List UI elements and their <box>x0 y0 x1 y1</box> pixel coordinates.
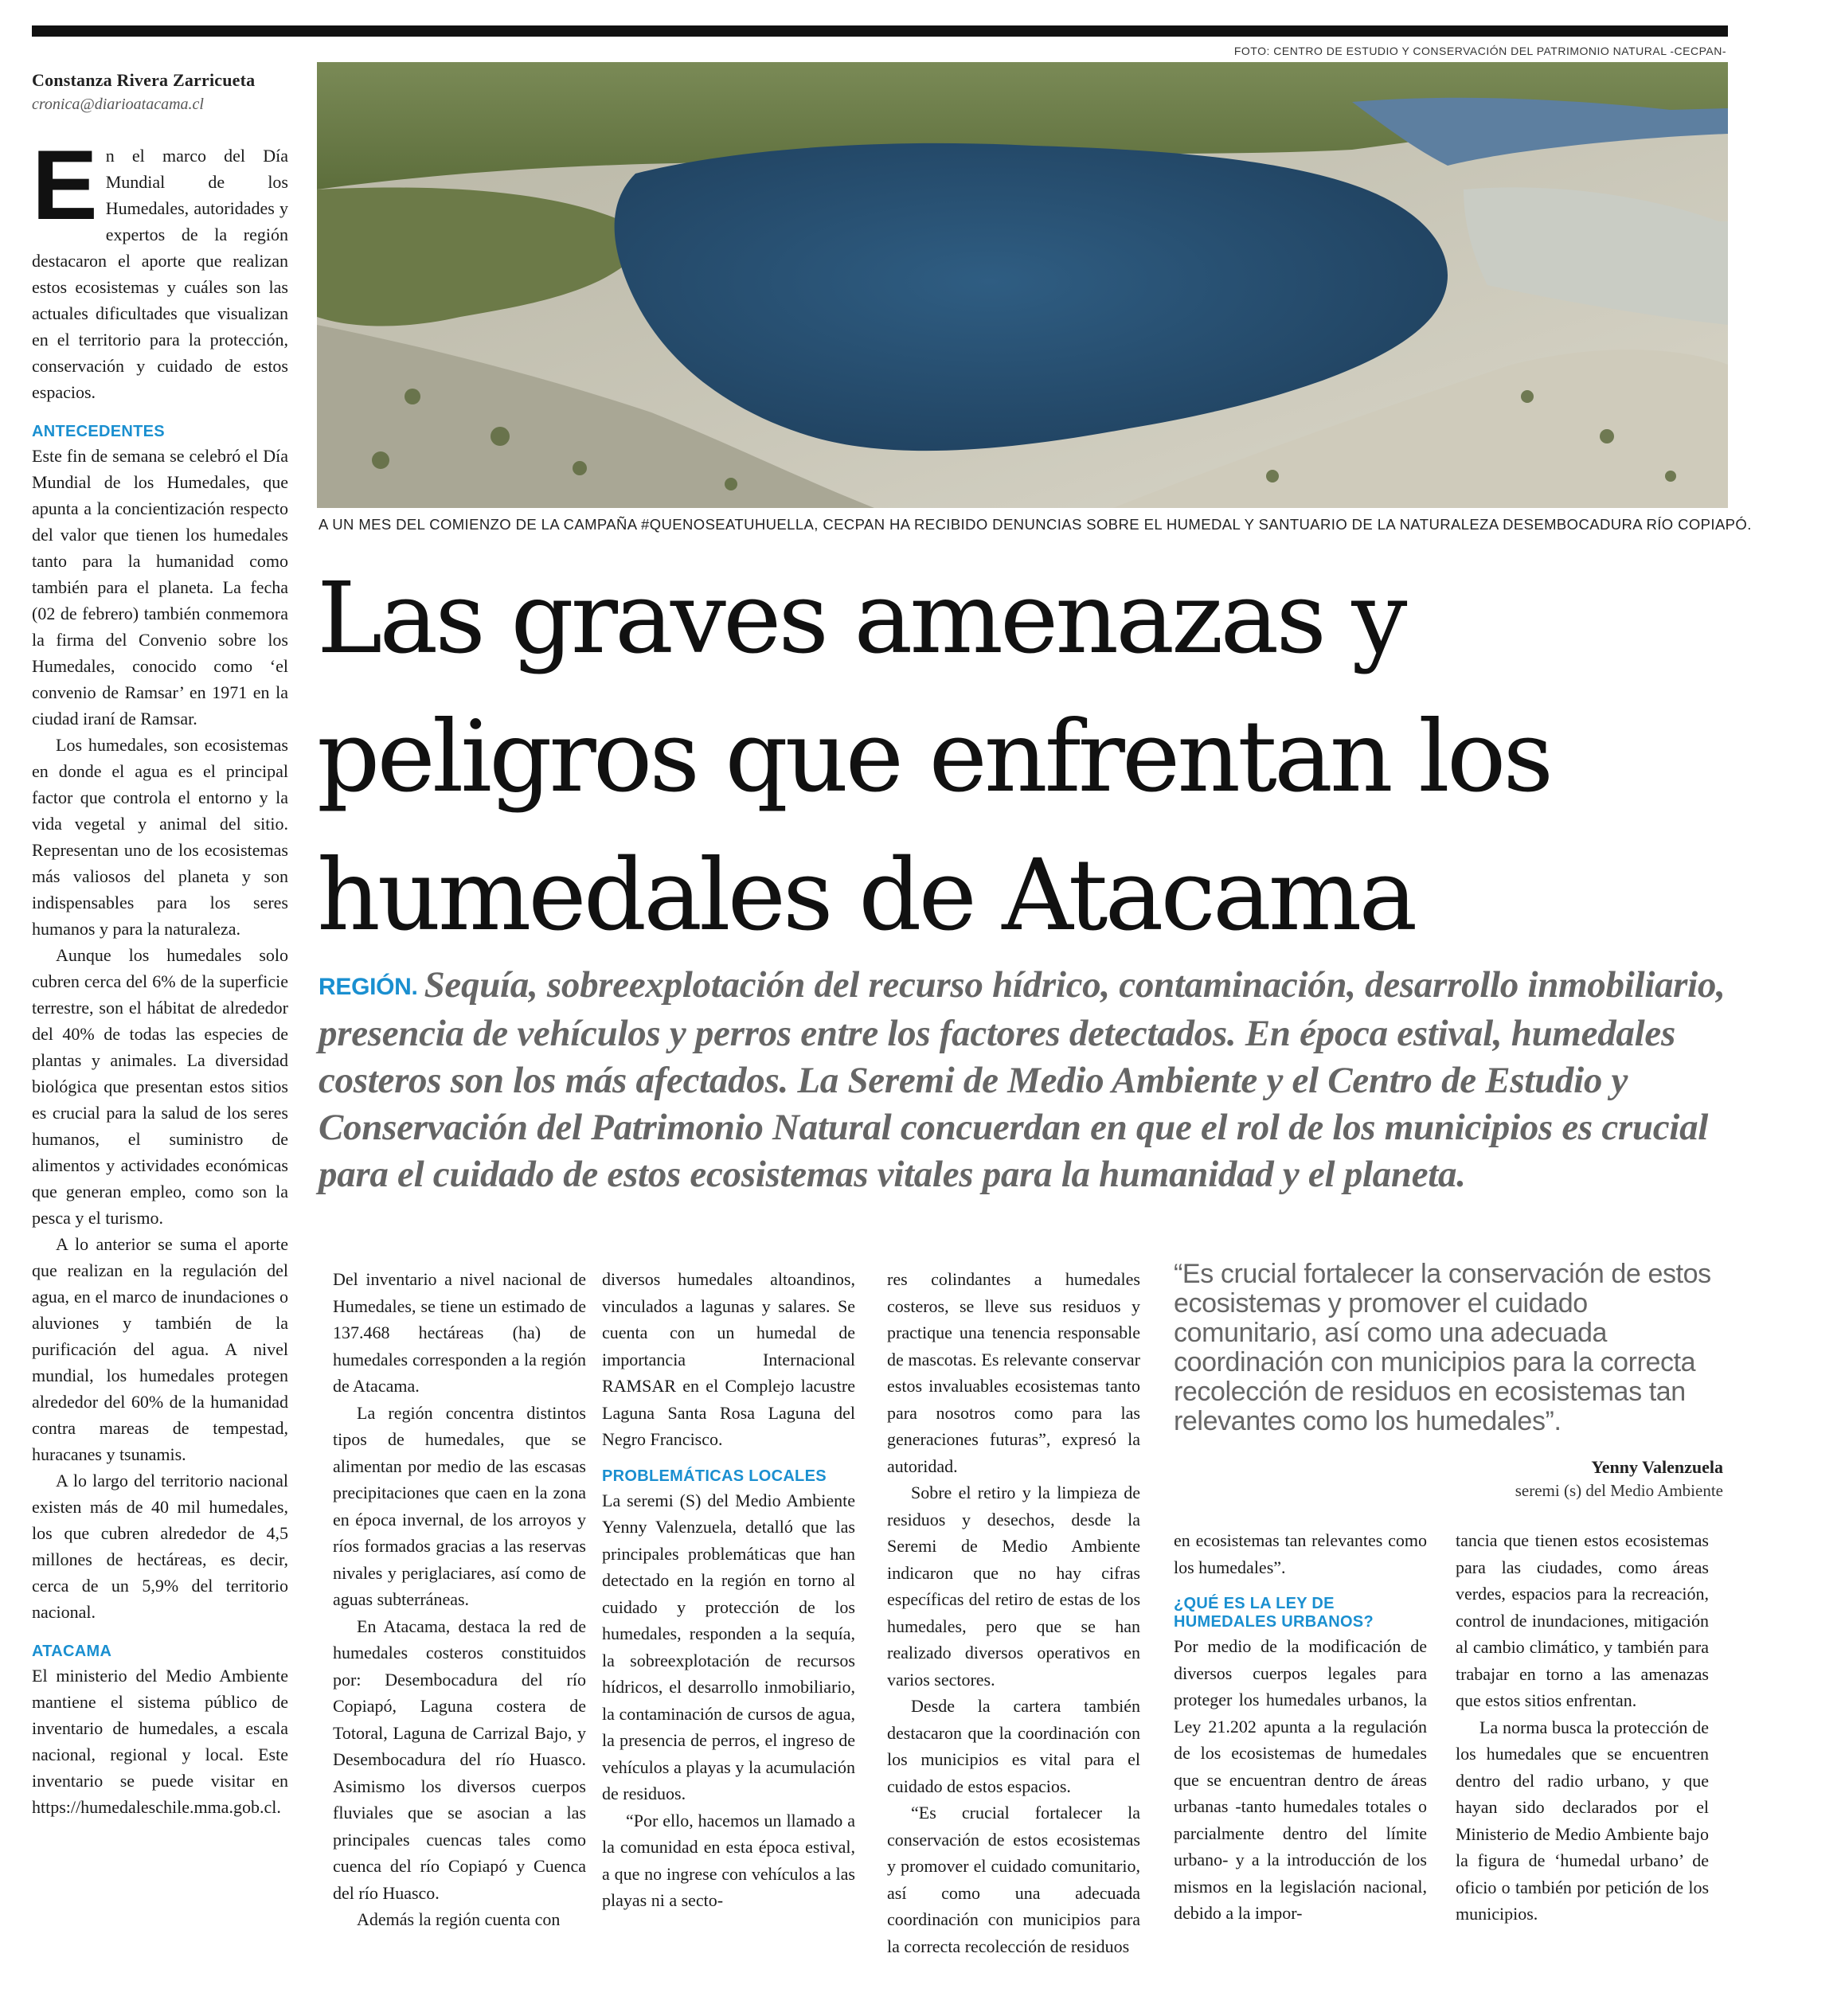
section-head-ley-humedales: ¿QUÉ ES LA LEY DE HUMEDALES URBANOS? <box>1174 1595 1374 1631</box>
pull-quote: “Es crucial fortalecer la conservación de estos ecosistemas y promover el cuidado comunitario, así como una adecuada coordinación con municipios para la correcta recolección de residuos en ecosistemas tan relevantes como los humedales”. <box>1174 1259 1711 1436</box>
column-5 <box>1174 1527 1427 1927</box>
paragraph: Del inventario a nivel nacional de Humedales, se tiene un estimado de 137.468 hectáreas (ha) de humedales corresponden a la región de Atacama. <box>333 1269 586 1396</box>
column-4 <box>887 1266 1140 1959</box>
intro-block <box>32 131 288 405</box>
section-head-problematicas: PROBLEMÁTICAS LOCALES <box>602 1467 827 1485</box>
paragraph: diversos humedales altoandinos, vinculados a lagunas y salares. Se cuenta con un humedal de importancia Internacional RAMSAR en el Complejo lacustre Laguna Santa Rosa Laguna del Negro Francisco. <box>602 1269 855 1449</box>
paragraph: En Atacama, destaca la red de humedales costeros constituidos por: Desembocadura del río Copiapó, Laguna costera de Totoral, Laguna de Carrizal Bajo, y Desembocadura del río Huasco. Asimismo los diversos cuerpos fluviales que se asocian a las principales cuencas tales como cuenca del río Copiapó y Cuenca del río Huasco. <box>333 1616 586 1903</box>
paragraph: tancia que tienen estos ecosistemas para las ciudades, como áreas verdes, espacios para la recreación, control de inundaciones, mitigación al cambio climático, y también para trabajar en torno a las amenazas que estos sitios enfrentan. <box>1456 1530 1709 1710</box>
top-rule <box>32 25 1728 37</box>
dropcap: E <box>32 131 98 240</box>
paragraph: “Es crucial fortalecer la conservación de estos ecosistemas y promover el cuidado comunitario, así como una adecuada coordinación con municipios para la correcta recolección de residuos <box>887 1803 1140 1956</box>
column-6 <box>1456 1527 1709 1928</box>
headline: Las graves amenazas y peligros que enfrentan los humedales de Atacama <box>317 561 1551 953</box>
column-3 <box>602 1266 855 1914</box>
paragraph: El ministerio del Medio Ambiente mantiene el sistema público de inventario de humedales, a escala nacional, regional y local. Este inventario se puede visitar en https://humedaleschile.mma.gob.cl. <box>32 1666 288 1817</box>
paragraph: Aunque los humedales solo cubren cerca del 6% de la superficie terrestre, son el hábitat de alrededor del 40% de todas las especies de plantas y animales. La diversidad biológica que presentan estos sitios es crucial para la salud de los seres humanos, el suministro de alimentos y actividades económicas que generan empleo, como son la pesca y el turismo. <box>32 945 288 1228</box>
left-column <box>32 70 288 1820</box>
pull-quote-author: Yenny Valenzuela <box>1591 1457 1723 1477</box>
paragraph: Por medio de la modificación de diversos cuerpos legales para proteger los humedales urbanos, la Ley 21.202 apunta a la regulación de los ecosistemas de humedales que se encuentran dentro de áreas urbanas -tanto humedales totales o parcialmente dentro del límite urbano- y a la introducción de los mismos en la legislación nacional, debido a la impor- <box>1174 1636 1427 1923</box>
paragraph: en ecosistemas tan relevantes como los humedales”. <box>1174 1530 1427 1577</box>
photo-credit: FOTO: CENTRO DE ESTUDIO Y CONSERVACIÓN DEL PATRIMONIO NATURAL -CECPAN- <box>1233 45 1726 57</box>
column-2 <box>333 1266 586 1933</box>
wetland-photo <box>317 62 1728 508</box>
pull-quote-role: seremi (s) del Medio Ambiente <box>1515 1481 1723 1500</box>
paragraph: A lo anterior se suma el aporte que realizan en la regulación del agua, en el marco de inundaciones o aluviones y también de la purificación del agua. A nivel mundial, los humedales protegen alrededor del 60% de la humanidad contra mareas de tempestad, huracanes y tsunamis. <box>32 1234 288 1464</box>
paragraph: Además la región cuenta con <box>357 1909 561 1929</box>
paragraph: Desde la cartera también destacaron que la coordinación con los municipios es vital para el cuidado de estos espacios. <box>887 1696 1140 1796</box>
deck-text: Sequía, sobreexplotación del recurso hídrico, contaminación, desarrollo inmobiliario, presencia de vehículos y perros entre los factores detectados. En época estival, humedales costeros son los más afectados. La Seremi de Medio Ambiente y el Centro de Estudio y Conservación del Patrimonio Natural concuerdan en que el rol de los municipios es crucial para el cuidado de estos ecosistemas vitales para la humanidad y el planeta. <box>319 964 1726 1195</box>
paragraph: Los humedales, son ecosistemas en donde el agua es el principal factor que controla el entorno y la vida vegetal y animal del sitio. Representan uno de los ecosistemas más valiosos del planeta y son indispensables para los seres humanos y para la naturaleza. <box>32 735 288 939</box>
intro-paragraph: n el marco del Día Mundial de los Humedales, autoridades y expertos de la región destacaron el aporte que realizan estos ecosistemas y cuáles son las actuales dificultades que visualizan en el territorio para la protección, conservación y cuidado de estos espacios. <box>32 146 288 402</box>
paragraph: La norma busca la protección de los humedales que se encuentren dentro del radio urbano, y que hayan sido declarados por el Ministerio de Medio Ambiente bajo la figura de ‘humedal urbano’ de oficio o también por petición de los municipios. <box>1456 1717 1709 1924</box>
paragraph: Este fin de semana se celebró el Día Mundial de los Humedales, que apunta a la concientización respecto del valor que tienen los humedales tanto para la humanidad como también para el planeta. La fecha (02 de febrero) también conmemora la firma del Convenio sobre los Humedales, conocido como ‘el convenio de Ramsar’ en 1971 en la ciudad iraní de Ramsar. <box>32 446 288 729</box>
section-head-antecedentes: ANTECEDENTES <box>32 423 165 440</box>
section-head-atacama: ATACAMA <box>32 1643 112 1660</box>
byline-email[interactable]: cronica@diarioatacama.cl <box>32 96 204 113</box>
paragraph: res colindantes a humedales costeros, se lleve sus residuos y practique una tenencia responsable de mascotas. Es relevante conservar estos invaluables ecosistemas tanto para nosotros como para las generaciones futuras”, expresó la autoridad. <box>887 1269 1140 1476</box>
paragraph: “Por ello, hacemos un llamado a la comunidad en esta época estival, a que no ingrese con vehículos a las playas ni a secto- <box>602 1810 855 1910</box>
deck-kicker: REGIÓN. <box>319 974 418 1000</box>
byline-author: Constanza Rivera Zarricueta <box>32 70 256 90</box>
photo-caption: A UN MES DEL COMIENZO DE LA CAMPAÑA #QUENOSEATUHUELLA, CECPAN HA RECIBIDO DENUNCIAS SOBRE EL HUMEDAL Y SANTUARIO DE LA NATURALEZA DESEMBOCADURA RÍO COPIAPÓ. <box>319 516 1752 533</box>
paragraph: La seremi (S) del Medio Ambiente Yenny Valenzuela, detalló que las principales problemáticas que han detectado en la región en torno al cuidado y protección de los humedales, responden a la sequía, la sobreexplotación de recursos hídricos, el desarrollo inmobiliario, la contaminación de cursos de agua, la presencia de perros, el ingreso de vehículos a playas y la acumulación de residuos. <box>602 1490 855 1803</box>
paragraph: Sobre el retiro y la limpieza de residuos y desechos, desde la Seremi de Medio Ambiente indicaron que no hay cifras específicas del retiro de estas de los humedales, pero que se han realizado diversos operativos en varios sectores. <box>887 1483 1140 1690</box>
deck <box>319 962 1728 1198</box>
paragraph: La región concentra distintos tipos de humedales, que se alimentan por medio de las escasas precipitaciones que caen en la zona en época invernal, de los arroyos y ríos formados gracias a las reservas nivales y periglaciares, así como de aguas subterráneas. <box>333 1402 586 1609</box>
paragraph: A lo largo del territorio nacional existen más de 40 mil humedales, los que cubren alrededor de 4,5 millones de hectáreas, es decir, cerca de un 5,9% del territorio nacional. <box>32 1471 288 1622</box>
